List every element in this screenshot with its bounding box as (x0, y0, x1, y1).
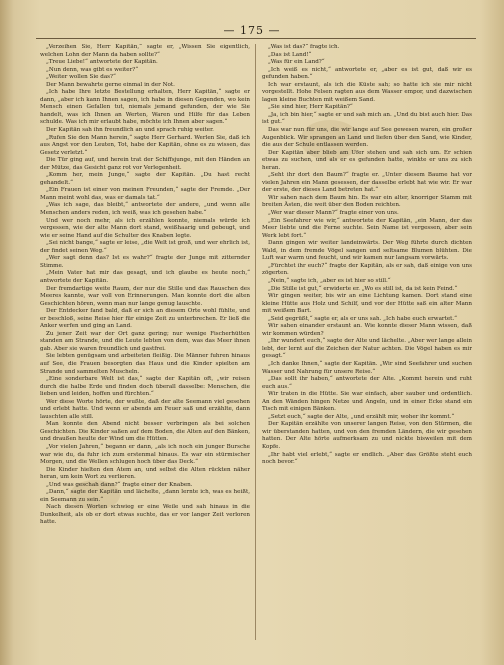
paragraph: Die Kinder hielten den Atem an, und selbst die Alten rückten näher heran, um kein Wort zu verlieren. (40, 466, 250, 481)
header-rule (36, 38, 476, 39)
paragraph: „Ihr habt viel erlebt,“ sagte er endlich. „Aber das Größte steht euch noch bevor.“ (262, 451, 472, 466)
paragraph: Der Kapitän sah ihn freundlich an und sprach ruhig weiter. (46, 127, 214, 134)
paragraph: „Ich danke Ihnen,“ sagte der Kapitän. „Wir sind Seefahrer und suchen Wasser und Nahrung für unsere Reise.“ (262, 360, 472, 375)
paragraph: „Sie sind hier, Herr Kapitän?“ (268, 104, 353, 111)
paragraph: Der Kapitän erzählte von unserer langen Reise, von den Stürmen, die wir überstanden hatten, und von den fremden Ländern, die wir gesehen hatten. Der Alte hörte aufmerksam zu und nickte bisweilen mit dem Kopfe. (262, 421, 472, 450)
paragraph: Dann gingen wir weiter landeinwärts. Der Weg führte durch dichten Wald, in dem fremde Vögel sangen und seltsame Blumen blühten. Die Luft war warm und feucht, und wir kamen nur langsam vorwärts. (262, 240, 472, 262)
paragraph: Der Mann bewahrte gerne einmal in der Not. (46, 81, 175, 88)
paragraph: Der Kapitän aber blieb am Ufer stehen und sah sich um. Er schien etwas zu suchen, und als er es gefunden hatte, winkte er uns zu sich heran. (262, 149, 472, 171)
paragraph: „Treue Liebe!“ antwortete der Kapitän. (46, 59, 158, 66)
paragraph: Wir sahen einander erstaunt an. Wie konnte dieser Mann wissen, daß wir kommen würden? (262, 323, 472, 337)
paragraph: „Nein,“ sagte ich, „aber es ist hier so still.“ (268, 277, 391, 284)
paragraph: „Verzeihen Sie, Herr Kapitän,“ sagte er, „Wissen Sie eigentlich, welchen Lohn der Mann da haben sollte?“ (40, 44, 250, 58)
paragraph: Wir gingen weiter, bis wir an eine Lichtung kamen. Dort stand eine kleine Hütte aus Holz und Schilf, und vor der Hütte saß ein alter Mann mit weißem Bart. (262, 293, 472, 315)
paragraph: „Ein Frauen ist einer von meinen Freunden,“ sagte der Fremde. „Der Mann meint wohl das, was er damals tat.“ (40, 187, 250, 201)
column-divider (255, 44, 256, 640)
paragraph: „Dann,“ sagte der Kapitän und lächelte, „dann lernte ich, was es heißt, ein Seemann zu sein.“ (40, 489, 250, 503)
paragraph: „Und was geschah dann?“ fragte einer der Knaben. (46, 481, 193, 488)
paragraph: „Fürchtet ihr euch?“ fragte der Kapitän, als er sah, daß einige von uns zögerten. (262, 262, 472, 277)
paragraph: Wir traten in die Hütte. Sie war einfach, aber sauber und ordentlich. An den Wänden hingen Netze und Angeln, und in einer Ecke stand ein Tisch mit einigen Bänken. (262, 391, 472, 413)
paragraph: „Ich habe Ihre letzte Bestellung erhalten, Herr Kapitän,“ sagte er dann, „aber ich kann Ihnen sagen, ich habe in diesen Gegenden, wo kein Mensch einen Gefallen tut, niemals jemand gefunden, der wie Sie handelt, was ich Ihnen an Werten, Waren und Hilfe für das Leben schulde. Was ich mir erlaubt habe, möchte ich Ihnen aber sagen.“ (40, 89, 250, 126)
paragraph: Nach diesen Worten schwieg er eine Weile und sah hinaus in die Dunkelheit, als ob er dort etwas suchte, das er vor langer Zeit verloren hatte. (40, 504, 250, 526)
paragraph: Die Tür ging auf, und herein trat der Schiffsjunge, mit den Händen an der Mütze, das Gesicht ganz rot vor Verlegenheit. (40, 157, 250, 171)
left-text-column (40, 44, 250, 644)
paragraph: „Setzt euch,“ sagte der Alte, „und erzählt mir, woher ihr kommt.“ (268, 413, 455, 420)
paragraph: „Wer sagt denn das? Ist es wahr?“ fragte der Junge mit zitternder Stimme. (40, 255, 250, 269)
paragraph: Wir sahen nach dem Baum hin. Es war ein alter, knorriger Stamm mit breiten Ästen, die weit über den Boden reichten. (262, 194, 472, 209)
paragraph: „Komm her, mein Junge,“ sagte der Kapitän. „Du hast recht gehandelt.“ (40, 172, 250, 186)
page-number: — 175 — (223, 24, 281, 37)
paragraph: „Eine sonderbare Welt ist das,“ sagte der Kapitän oft, „wir reisen durch die halbe Erde und finden doch überall dasselbe: Menschen, die lieben und leiden, hoffen und fürchten.“ (40, 376, 250, 398)
paragraph: „Was ich sage, das bleibt,“ antwortete der andere, „und wenn alle Menschen anders reden, ich weiß, was ich gesehen habe.“ (40, 202, 250, 217)
paragraph: „Ihr wundert euch,“ sagte der Alte und lächelte. „Aber wer lange allein lebt, der lernt auf die Zeichen der Natur achten. Die Vögel haben es mir gesagt.“ (262, 338, 472, 360)
paragraph: „Ja, ich bin hier,“ sagte er und sah mich an. „Und du bist auch hier. Das ist gut.“ (262, 111, 472, 126)
paragraph: Der fremdartige weite Raum, der nur die Stille und das Rauschen des Meeres kannte, war voll von Erinnerungen. Man konnte dort die alten Geschichten hören, wenn man nur lange genug lauschte. (40, 285, 250, 307)
paragraph: Wer diese Worte hörte, der wußte, daß der alte Seemann viel gesehen und erlebt hatte. Und wenn er abends am Feuer saß und erzählte, dann lauschten alle still. (40, 398, 250, 420)
paragraph: Ich war erstaunt, als ich die Küste sah; so hatte ich sie mir nicht vorgestellt. Hohe Felsen ragten aus dem Wasser empor, und dazwischen lagen kleine Buchten mit weißem Sand. (262, 81, 472, 103)
paragraph: „Wer war dieser Mann?“ fragte einer von uns. (268, 210, 399, 217)
paragraph: „Das ist Land!“ (268, 51, 312, 58)
paragraph: „Was ist das?“ fragte ich. (268, 44, 340, 50)
paragraph: „Nun denn, was gibt es weiter?“ (46, 66, 139, 73)
paragraph: Und wer noch mehr, als ich erzählen konnte, niemals würde ich vergessen, wie der alte Mann dort stand, weißhaarig und gebeugt, und wie er seine Hand auf die Schulter des Knaben legte. (40, 217, 250, 239)
paragraph: „Weiter wollen Sie das?“ (46, 74, 116, 81)
paragraph: Sie lebten genügsam und arbeiteten fleißig. Die Männer fuhren hinaus auf See, die Frauen besorgten das Haus und die Kinder spielten am Strande und sammelten Muscheln. (40, 353, 250, 375)
paragraph: „Rufen Sie den Mann herein,“ sagte Herr Gerhard. Werlen Sie, daß ich aus Angst vor den Leuten, Tot, habe der Kapitän, ohne es zu wissen, das Gesetz verletzt.“ (40, 134, 250, 156)
paragraph: „Ein Seefahrer wie wir,“ antwortete der Kapitän, „ein Mann, der das Meer liebte und die Ferne suchte. Sein Name ist vergessen, aber sein Werk lebt fort.“ (262, 217, 472, 239)
paragraph: „Seid gegrüßt,“ sagte er, als er uns sah. „Ich habe euch erwartet.“ (268, 315, 458, 322)
paragraph: „Seht ihr dort den Baum?“ fragte er. „Unter diesem Baume hat vor vielen Jahren ein Mann gesessen, der dasselbe erlebt hat wie wir. Er war der erste, der dieses Land betreten hat.“ (262, 172, 472, 194)
paragraph: Man konnte den Abend nicht besser verbringen als bei solchen Geschichten. Die Kinder saßen auf dem Boden, die Alten auf den Bänken, und draußen heulte der Wind um die Hütten. (40, 421, 250, 443)
paragraph: Zu jener Zeit war der Ort ganz gering; nur wenige Fischerhütten standen am Strande, und die Leute lebten von dem, was das Meer ihnen gab. Aber sie waren freundlich und gastfrei. (40, 330, 250, 352)
paragraph: „Mein Vater hat mir das gesagt, und ich glaube es heute noch,“ antwortete der Kapitän. (40, 270, 250, 284)
paragraph: „Das sollt ihr haben,“ antwortete der Alte. „Kommt herein und ruht euch aus.“ (262, 376, 472, 390)
paragraph: Der Entdecker fand bald, daß er sich an diesem Orte wohl fühlte, und er beschloß, seine Reise hier für einige Zeit zu unterbrechen. Er ließ die Anker werfen und ging an Land. (40, 308, 250, 330)
right-text-column (262, 44, 472, 644)
paragraph: „Was für ein Land?“ (268, 59, 325, 66)
paragraph: Das war nun für uns, die wir lange auf See gewesen waren, ein großer Augenblick. Wir sprangen an Land und liefen über den Sand, wie Kinder, die aus der Schule entlassen werden. (262, 127, 472, 149)
paragraph: „Vor vielen Jahren,“ begann er dann, „als ich noch ein junger Bursche war wie du, da fuhr ich zum erstenmal hinaus. Es war ein stürmischer Morgen, und die Wellen schlugen hoch über das Deck.“ (40, 443, 250, 466)
paragraph: „Ich weiß es nicht,“ antwortete er, „aber es ist gut, daß wir es gefunden haben.“ (262, 66, 472, 81)
paragraph: „Sei nicht bange,“ sagte er leise, „die Welt ist groß, und wer ehrlich ist, der findet seinen Weg.“ (40, 240, 250, 254)
paragraph: „Die Stille ist gut,“ erwiderte er. „Wo es still ist, da ist kein Feind.“ (268, 285, 458, 292)
